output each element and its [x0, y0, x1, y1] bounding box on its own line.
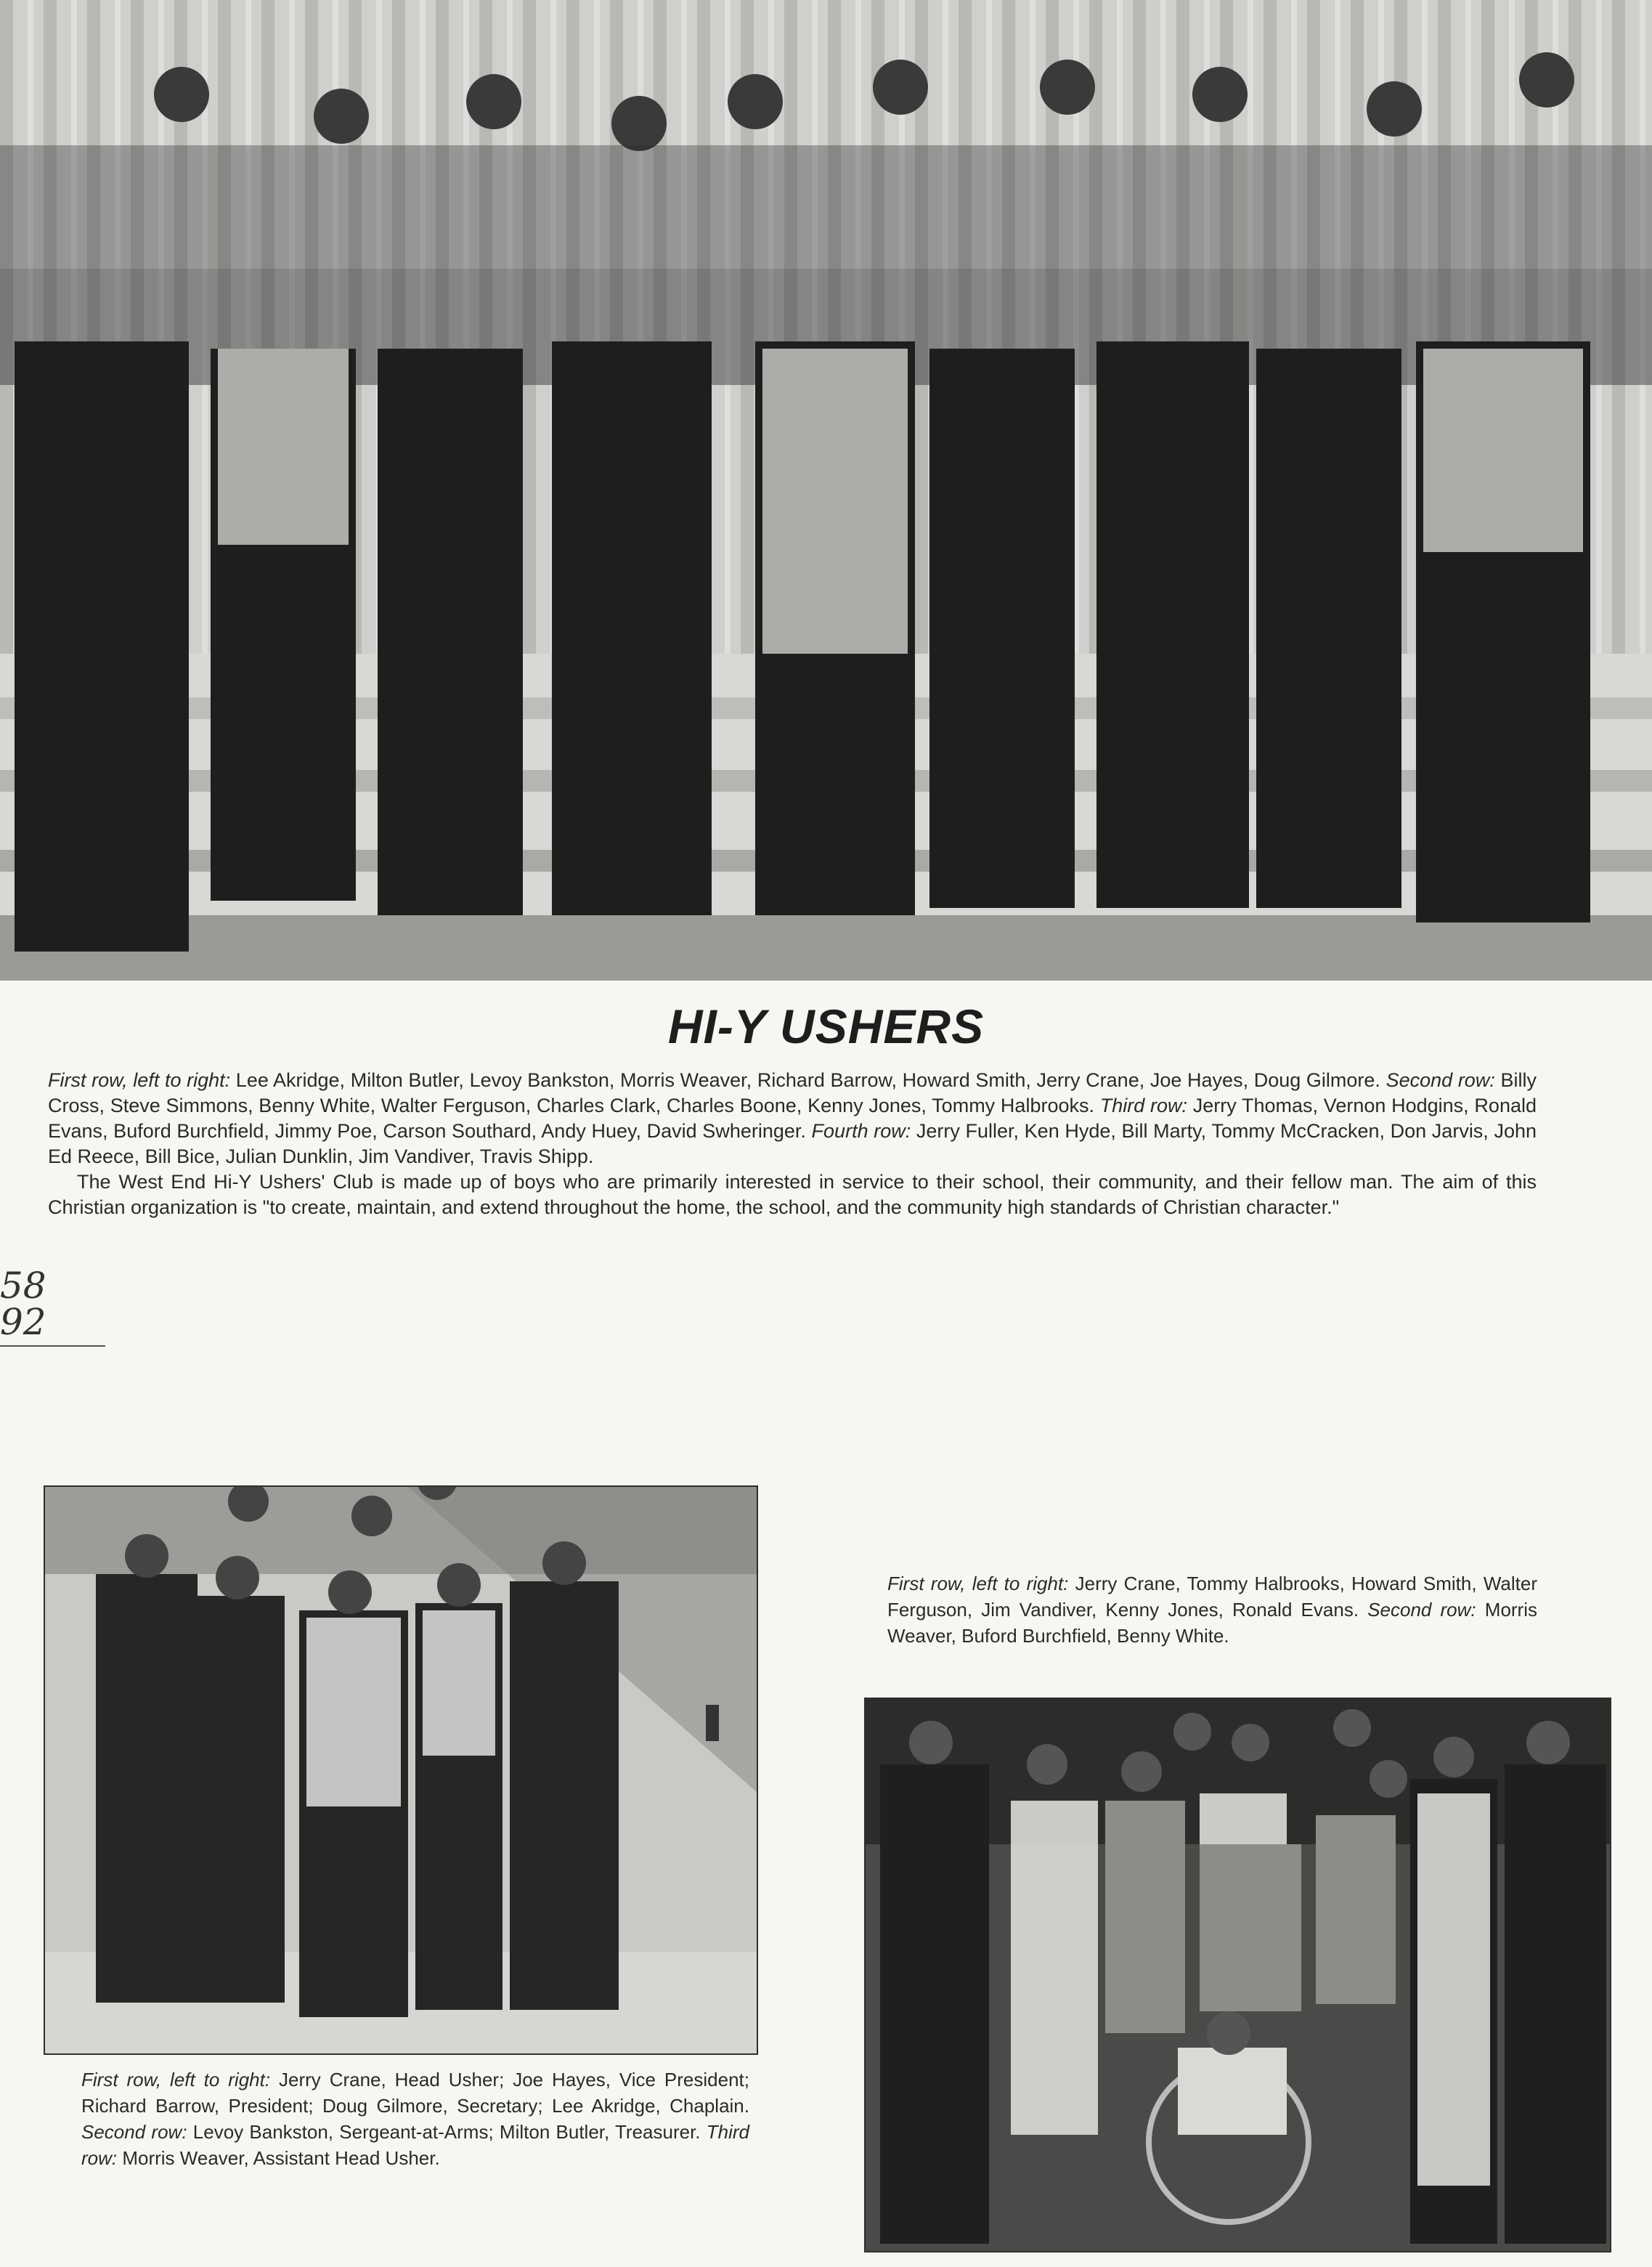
second-row1-label: First row, left to right: — [887, 1573, 1069, 1594]
officers-row3-label: Third row: — [81, 2121, 749, 2169]
officers-photo-caption — [81, 2067, 749, 2171]
officers-row2-text: Levoy Bankston, Sergeant-at-Arms; Milton Butler, Treasurer. — [187, 2121, 707, 2143]
caption-row4-label: Fourth row: — [811, 1120, 911, 1142]
club-description: The West End Hi-Y Ushers' Club is made up of boys who are primarily interested in service to their school, their community, and their fellow man. The aim of this Christian organization is "to create, maintain, and extend throughout the home, the school, and the community high standards of Christian character." — [48, 1171, 1537, 1218]
second-row2-text: Morris Weaver, Buford Burchfield, Benny White. — [887, 1599, 1537, 1647]
officers-photo — [44, 1485, 758, 2055]
caption-row4-names: Jerry Fuller, Ken Hyde, Bill Marty, Tommy McCracken, Don Jarvis, John Ed Reece, Bill Bice, Julian Dunklin, Jim Vandiver, Travis Shipp. — [48, 1120, 1537, 1167]
officers-row1-label: First row, left to right: — [81, 2069, 271, 2090]
officers-row3-text: Morris Weaver, Assistant Head Usher. — [117, 2147, 440, 2169]
officers-photo-graphic — [45, 1487, 757, 2053]
caption-row3-label: Third row: — [1099, 1095, 1188, 1116]
service-group-photo-graphic — [866, 1699, 1610, 2251]
handwritten-note — [0, 1265, 109, 1343]
second-row2-label: Second row: — [1367, 1599, 1476, 1621]
officers-row1-text: Jerry Crane, Head Usher; Joe Hayes, Vice President; Richard Barrow, President; Doug Gilmore, Secretary; Lee Akridge, Chaplain. — [81, 2069, 749, 2117]
officers-row2-label: Second row: — [81, 2121, 187, 2143]
main-photo-caption — [48, 1068, 1537, 1220]
handwritten-note-line2: 92 — [0, 1301, 46, 1343]
group-photo-main-graphic — [0, 0, 1652, 981]
caption-row1-names: Lee Akridge, Milton Butler, Levoy Bankston, Morris Weaver, Richard Barrow, Howard Smith, Jerry Crane, Joe Hayes, Doug Gilmore. — [230, 1069, 1386, 1091]
caption-row3-names: Jerry Thomas, Vernon Hodgins, Ronald Evans, Buford Burchfield, Jimmy Poe, Carson Southard, Andy Huey, David Swheringer. — [48, 1095, 1537, 1142]
second-row1-text: Jerry Crane, Tommy Halbrooks, Howard Smith, Walter Ferguson, Jim Vandiver, Kenny Jones, Ronald Evans. — [887, 1573, 1537, 1621]
caption-row1-label: First row, left to right: — [48, 1069, 231, 1091]
service-group-photo — [864, 1698, 1611, 2252]
group-photo-main — [0, 0, 1652, 981]
second-photo-caption — [887, 1570, 1537, 1649]
caption-row2-names: Billy Cross, Steve Simmons, Benny White, Walter Ferguson, Charles Clark, Charles Boone, Kenny Jones, Tommy Halbrooks. — [48, 1069, 1537, 1116]
handwritten-underline — [0, 1345, 105, 1347]
caption-row2-label: Second row: — [1386, 1069, 1495, 1091]
handwritten-note-line1: 58 — [0, 1265, 46, 1307]
page-title: HI-Y USHERS — [667, 999, 985, 1053]
